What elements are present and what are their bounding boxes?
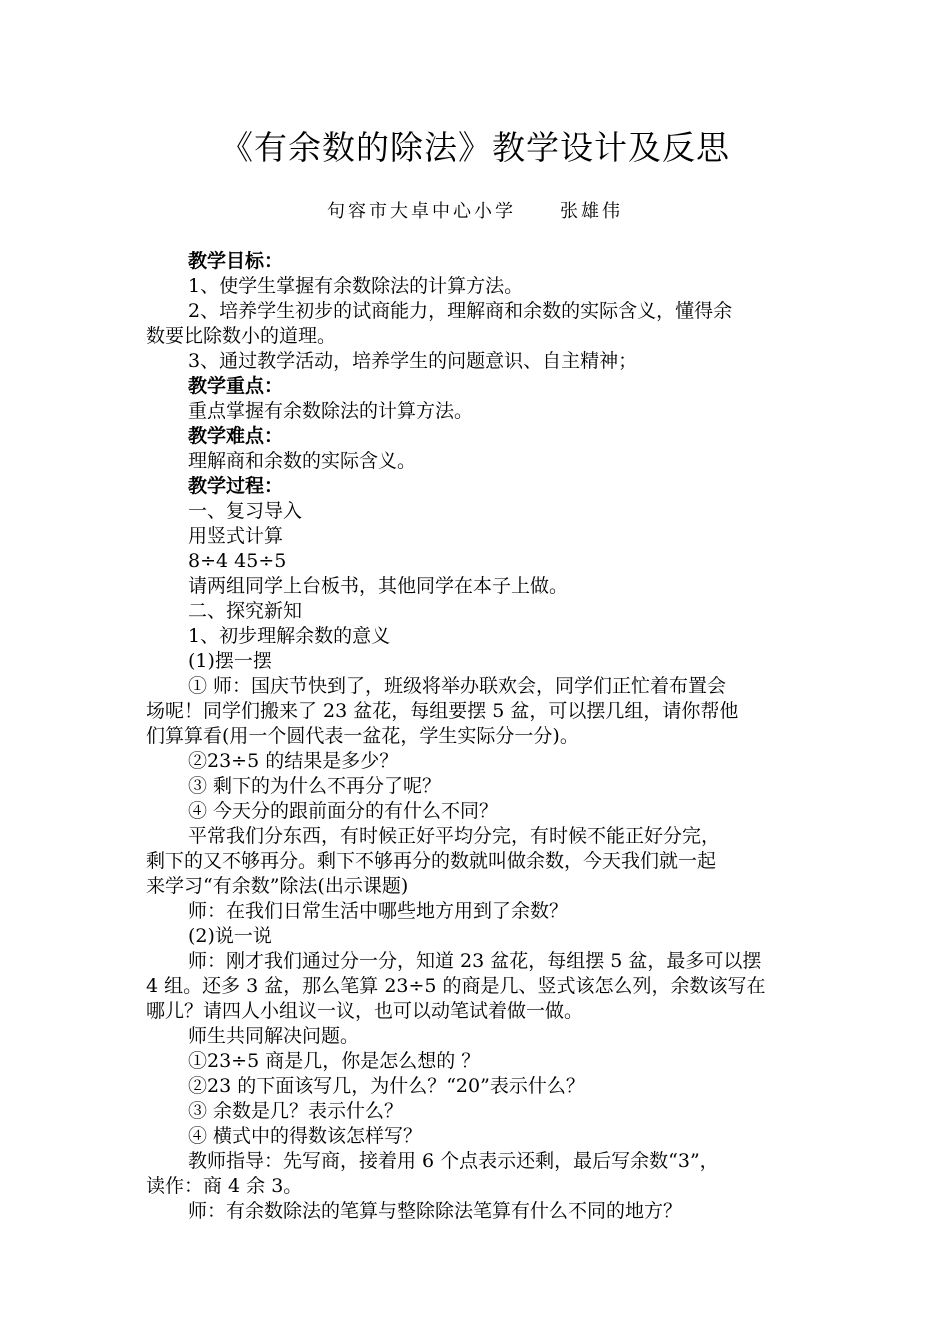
text-line: 用竖式计算 bbox=[188, 525, 284, 547]
text-line: ④ 今天分的跟前面分的有什么不同？ bbox=[188, 800, 499, 822]
school-name: 句容市大卓中心小学 bbox=[327, 201, 516, 222]
text-line: 重点掌握有余数除法的计算方法。 bbox=[188, 400, 474, 422]
text-line: ① 师：国庆节快到了，班级将举办联欢会，同学们正忙着布置会 bbox=[188, 675, 727, 697]
text-line: ④ 横式中的得数该怎样写？ bbox=[188, 1125, 423, 1147]
text-line: ③ 余数是几？表示什么？ bbox=[188, 1100, 404, 1122]
section-heading: 教学过程： bbox=[188, 475, 284, 497]
section-heading: 教学难点： bbox=[188, 425, 284, 447]
text-line: 1、初步理解余数的意义 bbox=[188, 625, 391, 647]
text-line: (2)说一说 bbox=[188, 925, 272, 947]
text-line: (1)摆一摆 bbox=[188, 650, 272, 672]
text-line: ②23 的下面该写几，为什么？“20”表示什么？ bbox=[188, 1075, 585, 1097]
text-line: 们算算看(用一个圆代表一盆花，学生实际分一分)。 bbox=[146, 725, 579, 747]
document-title: 《有余数的除法》教学设计及反思 bbox=[220, 128, 730, 167]
text-line: 二、探究新知 bbox=[188, 600, 303, 622]
text-line: 一、复习导入 bbox=[188, 500, 303, 522]
text-line: 8÷4 45÷5 bbox=[188, 550, 287, 572]
text-line: 师：有余数除法的笔算与整除除法笔算有什么不同的地方？ bbox=[188, 1200, 683, 1222]
text-line: 平常我们分东西，有时候正好平均分完，有时候不能正好分完， bbox=[188, 825, 721, 847]
document-body bbox=[146, 249, 810, 1224]
text-line: 师生共同解决问题。 bbox=[188, 1025, 360, 1047]
author-name: 张雄伟 bbox=[560, 201, 623, 222]
text-line: 2、培养学生初步的试商能力，理解商和余数的实际含义，懂得余 bbox=[188, 300, 733, 322]
text-line: 剩下的又不够再分。剩下不够再分的数就叫做余数，今天我们就一起 bbox=[146, 850, 717, 872]
text-line: 3、通过教学活动，培养学生的问题意识、自主精神； bbox=[188, 350, 638, 372]
section-heading: 教学重点： bbox=[188, 375, 284, 397]
text-line: ③ 剩下的为什么不再分了呢？ bbox=[188, 775, 442, 797]
text-line: 哪儿？请四人小组议一议，也可以动笔试着做一做。 bbox=[146, 1000, 584, 1022]
text-line: 来学习“有余数”除法(出示课题) bbox=[146, 875, 409, 897]
text-line: 师：在我们日常生活中哪些地方用到了余数？ bbox=[188, 900, 569, 922]
text-line: 理解商和余数的实际含义。 bbox=[188, 450, 417, 472]
text-line: 读作：商 4 余 3。 bbox=[146, 1175, 303, 1197]
text-line: 4 组。还多 3 盆，那么笔算 23÷5 的商是几、竖式该怎么列，余数该写在 bbox=[146, 975, 766, 997]
text-line: 场呢！同学们搬来了 23 盆花，每组要摆 5 盆，可以摆几组，请你帮他 bbox=[146, 700, 739, 722]
text-line: 请两组同学上台板书，其他同学在本子上做。 bbox=[188, 575, 569, 597]
text-line: ①23÷5 商是几，你是怎么想的 ？ bbox=[188, 1050, 481, 1072]
text-line: 师：刚才我们通过分一分，知道 23 盆花，每组摆 5 盆，最多可以摆 bbox=[188, 950, 762, 972]
text-line: 数要比除数小的道理。 bbox=[146, 325, 337, 347]
text-line: 1、使学生掌握有余数除法的计算方法。 bbox=[188, 275, 524, 297]
text-line: 教师指导：先写商，接着用 6 个点表示还剩，最后写余数“3”， bbox=[188, 1150, 719, 1172]
byline bbox=[0, 198, 950, 226]
section-heading: 教学目标： bbox=[188, 250, 284, 272]
text-line: ②23÷5 的结果是多少？ bbox=[188, 750, 399, 772]
